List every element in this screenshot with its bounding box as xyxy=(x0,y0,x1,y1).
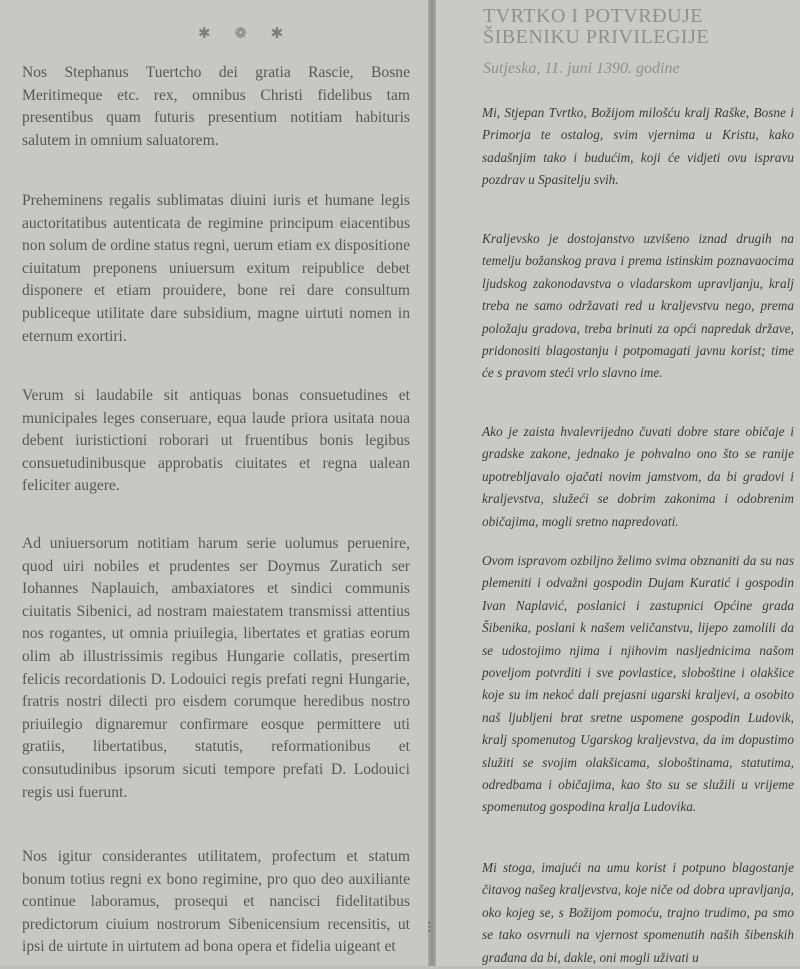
page-title: TVRTKO I POTVRĐUJE ŠIBENIKU PRIVILEGIJE xyxy=(483,5,710,48)
margin-mark: ••• xyxy=(424,921,434,934)
date-subtitle: Sutjeska, 11. juni 1390. godine xyxy=(483,60,680,77)
ornament-icon: ✱ ❁ ✱ xyxy=(198,26,294,42)
latin-paragraph-2: Preheminens regalis sublimatas diuini iuris et humane legis auctoritatibus autenticata de regimine principum eiacentibus non solum de ordine status regni, uerum etiam ex dispositione ciuitatum preponens uniuersum exitum reipublice debet disponere et etiam prouidere, bone rei dare consultum publiceque utilitate dare subsidium, magne uirtuti nomen in eternum exortiri. xyxy=(22,192,410,345)
latin-paragraph-1: Nos Stephanus Tuertcho dei gratia Rascie, Bosne Meritimeque etc. rex, omnibus Christi fidelibus tam presentibus quam futuris presentium notitiam habituris salutem in omnium saluatorem. xyxy=(22,64,410,149)
translation-paragraph-1: Mi, Stjepan Tvrtko, Božijom milošću kralj Raške, Bosne i Primorja te ostalog, svim vjernima u Kristu, kako sadašnjim tako i budućim, koji će vidjeti ovu ispravu pozdrav u Spasitelju svih. xyxy=(482,105,794,188)
translation-paragraph-2: Kraljevsko je dostojanstvo uzvišeno iznad drugih na temelju božanskog prava i prema istinskim poznavaocima ljudskog zakonodavstva o vladarskom upravljanju, kralj treba ne samo održavati red u kraljevstvu nego, prema položaju gradova, treba brinuti za opći napredak države, pridonositi blagostanju i potpomagati javnu korist; time će s pravom steći vrlo slavno ime. xyxy=(482,231,794,381)
latin-paragraph-5: Nos igitur considerantes utilitatem, profectum et statum bonum totius regni ex bono regimine, pro quo deo auxiliante continue laboramus, prosequi et nancisci fidelitatibus predictorum ciuium nostrorum Sibenicensium recensitis, ut ipsi de uirtute in uirtutem ad bona opera et fidelia uigeant et xyxy=(22,848,410,956)
translation-paragraph-3: Ako je zaista hvalevrijedno čuvati dobre stare običaje i gradske zakone, jednako je pohvalno ono što se ranije upotrebljavalo ojačati novim jamstvom, da bi gradovi i kraljevstva, služeći se dobrim zakonima i odobrenim običajima, mogli sretno napredovati. xyxy=(482,424,794,529)
latin-paragraph-3: Verum si laudabile sit antiquas bonas consuetudines et municipales leges conseruare, equa laude priora usitata noua debent iuristictioni roborari ut fruentibus bonis legibus consuetudinibusque approbatis ciuitates et regna ualean feliciter augere. xyxy=(22,387,410,495)
translation-paragraph-4: Ovom ispravom ozbiljno želimo svima obznaniti da su nas plemeniti i odvažni gospodin Dujam Kuratić i gospodin Ivan Naplavić, poslanici i zastupnici Općine grada Šibenika, poslani k našem veličanstvu, lijepo zamolili da se udostojimo njima i njihovim nasljednicima našom poveljom potvrditi i sve povlastice, sloboštine i olakšice koje su im nekoć dali prejasni ugarski kraljevi, a osobito naš ljubljeni brat sretne uspomene gospodin Ludovik, kralj spomenutog Ugarskog kraljevstva, da im dopustimo služiti se svojim olakšicama, sloboštinama, statutima, odredbama i običajima, kao što su se služili u vrijeme spomenutog gospodina kralja Ludovika. xyxy=(482,553,794,815)
translation-paragraph-5: Mi stoga, imajući na umu korist i potpuno blagostanje čitavog našeg kraljevstva, koje niče od dobra upravljanja, oko kojeg se, s Božijom pomoću, trajno trudimo, pa smo se tako osvrnuli na vjernost spomenutih naših šibenskih građana da bi, dakle, oni mogli uživati u xyxy=(482,860,794,965)
latin-paragraph-4: Ad uniuersorum notitiam harum serie uolumus peruenire, quod uiri nobiles et prudentes ser Doymus Zuratich ser Iohannes Naplauich, ambaxiatores et sindici communis ciuitatis Sibenici, ad nostram maiestatem transmissi attentius nos rogantes, ut omnia priuilegia, libertates et gratias eorum olim ab illustrissimis regibus Hungarie collatis, presertim felicis recordationis D. Lodouici regis prefati regni Hungarie, fratris nostri dilecti pro eisdem corumque heredibus nostro priuilegio dignaremur confirmare eosque permittere uti gratiis, libertatibus, statutis, reformationibus et consutudinibus ipsorum sicuti tempore prefati D. Lodouici regis usi fuerunt. xyxy=(22,535,410,801)
book-gutter xyxy=(428,0,436,966)
